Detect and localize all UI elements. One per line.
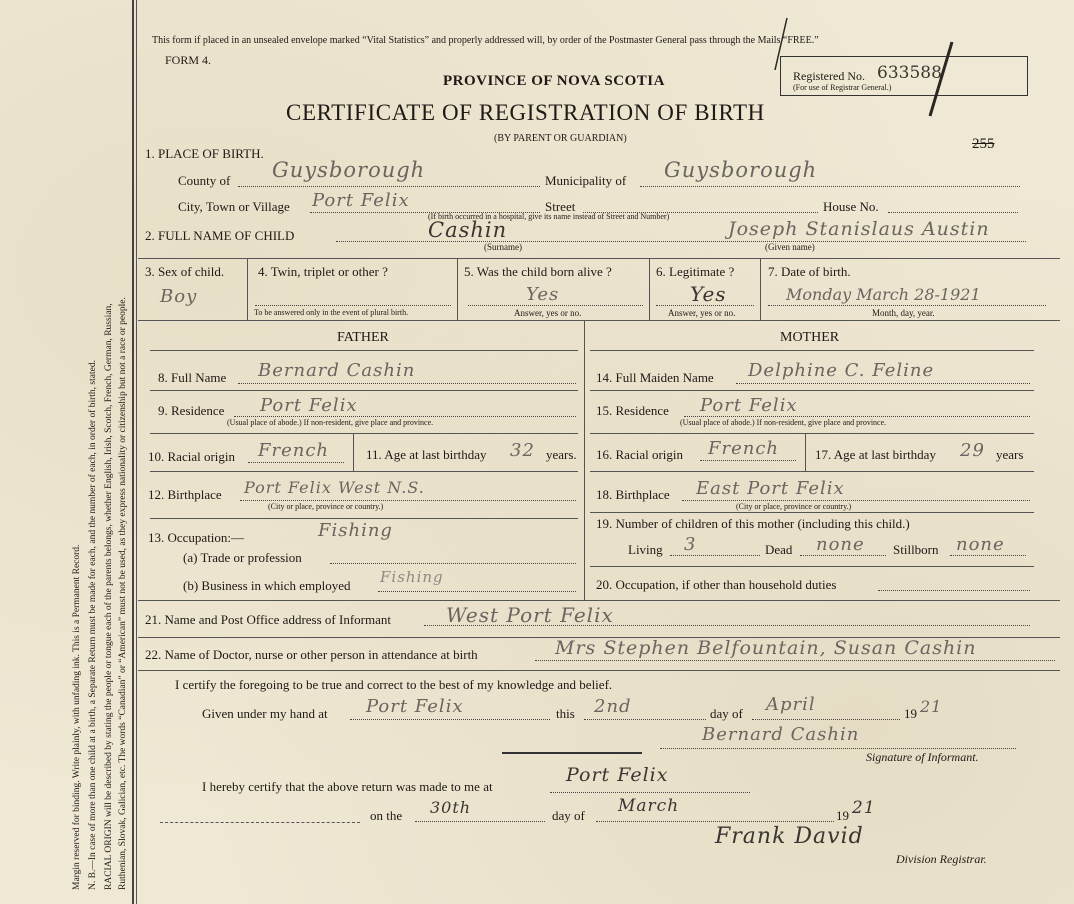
father-name-value: Bernard Cashin: [258, 360, 416, 381]
father-residence-note: (Usual place of abode.) If non-resident, give place and province.: [227, 418, 434, 427]
certify-year-prefix: 19: [904, 706, 917, 721]
mother-race-label: 16. Racial origin: [596, 447, 684, 462]
on-label: on the: [370, 808, 403, 823]
mother-age-label: 17. Age at last birthday: [815, 447, 936, 462]
father-residence-label: 9. Residence: [158, 403, 225, 418]
informant-label: 21. Name and Post Office address of Informant: [145, 612, 391, 627]
father-heading: FATHER: [337, 330, 389, 345]
form-number: FORM 4.: [165, 53, 212, 67]
certify-day: 2nd: [594, 696, 632, 717]
father-name-label: 8. Full Name: [158, 370, 227, 385]
margin-rule-inner: [136, 0, 137, 904]
registered-label: Registered No.: [793, 69, 865, 83]
page-subtitle: (BY PARENT OR GUARDIAN): [494, 133, 627, 144]
registrar-year: 21: [852, 798, 876, 818]
given-label: Given under my hand at: [202, 706, 328, 721]
racial-origin-note: RACIAL ORIGIN will be described by stating the people or tongue each of the parents belongs, whether English, Irish, Scotch, French, German, Russian,: [104, 303, 114, 890]
mother-birthplace-label: 18. Birthplace: [596, 487, 670, 502]
legitimate-note: Answer, yes or no.: [668, 308, 736, 318]
mother-birthplace-value: East Port Felix: [696, 478, 845, 499]
twin-note: N. B.—In case of more than one child at a birth, a Separate Return must be made for each, and the number of each, in order of birth, stated.: [88, 360, 98, 890]
page-title: CERTIFICATE OF REGISTRATION OF BIRTH: [286, 100, 765, 125]
city-value: Port Felix: [312, 190, 410, 211]
sex-label: 3. Sex of child.: [145, 264, 225, 279]
registrar-year-prefix: 19: [836, 808, 849, 823]
father-residence-value: Port Felix: [260, 395, 358, 416]
registrar-place: Port Felix: [566, 764, 669, 786]
racial-origin-note-cont: Ruthenian, Slovak, Galician, etc. The words “Canadian” or “American” must not be used, as they express nationality or citizenship but not a race or people.: [118, 297, 128, 890]
stillborn-value: none: [956, 534, 1005, 555]
registrar-dayof-label: day of: [552, 808, 585, 823]
legitimate-value: Yes: [690, 282, 727, 306]
father-occupation-value: Fishing: [318, 520, 393, 541]
certify-place: Port Felix: [366, 696, 464, 717]
mother-residence-value: Port Felix: [700, 395, 798, 416]
pen-stroke-mark: [900, 40, 960, 120]
father-age-value: 32: [510, 440, 535, 461]
business-value: Fishing: [380, 568, 444, 586]
informant-signature: Bernard Cashin: [702, 724, 860, 745]
father-birthplace-value: Port Felix West N.S.: [244, 478, 425, 497]
municipality-label: Municipality of: [545, 173, 627, 188]
alive-label: 5. Was the child born alive ?: [464, 264, 612, 279]
mother-race-value: French: [708, 438, 780, 459]
county-value: Guysborough: [272, 158, 426, 182]
street-label: Street: [545, 199, 576, 214]
sex-value: Boy: [160, 286, 198, 307]
hospital-note: (If birth occurred in a hospital, give its name instead of Street and Number): [428, 212, 670, 221]
mother-heading: MOTHER: [780, 330, 840, 345]
registrar-signature: Frank David: [715, 824, 864, 849]
mother-residence-note: (Usual place of abode.) If non-resident, give place and province.: [680, 418, 887, 427]
living-value: 3: [684, 534, 697, 555]
house-no-label: House No.: [823, 199, 879, 214]
doctor-label: 22. Name of Doctor, nurse or other person in attendance at birth: [145, 647, 478, 662]
doctor-value: Mrs Stephen Belfountain, Susan Cashin: [555, 637, 977, 659]
pen-stroke-mark-small: [755, 14, 795, 74]
alive-note: Answer, yes or no.: [514, 308, 582, 318]
signature-caption: Signature of Informant.: [866, 750, 979, 764]
child-surname: Cashin: [428, 218, 508, 242]
province-heading: PROVINCE OF NOVA SCOTIA: [443, 73, 665, 89]
top-notice: This form if placed in an unsealed envelope marked “Vital Statistics” and properly addressed will, by order of the Postmaster General pass through the Mails “FREE.”: [152, 35, 819, 46]
father-years: years.: [546, 447, 577, 462]
mother-occupation-label: 20. Occupation, if other than household duties: [596, 577, 837, 592]
certify-text: I certify the foregoing to be true and correct to the best of my knowledge and belief.: [175, 677, 613, 692]
legitimate-label: 6. Legitimate ?: [656, 264, 735, 279]
margin-note: Margin reserved for binding. Write plainly, with unfading ink. This is a Permanent Record.: [72, 544, 82, 890]
given-caption: (Given name): [765, 242, 815, 252]
father-race-label: 10. Racial origin: [148, 449, 236, 464]
father-occupation-label: 13. Occupation:—: [148, 530, 245, 545]
mother-birthplace-note: (City or place, province or country.): [736, 502, 852, 511]
mother-name-value: Delphine C. Feline: [748, 360, 935, 381]
dayof-label: day of: [710, 706, 743, 721]
birth-date-value: Monday March 28-1921: [786, 285, 981, 304]
father-birthplace-label: 12. Birthplace: [148, 487, 222, 502]
father-age-label: 11. Age at last birthday: [366, 447, 487, 462]
dead-value: none: [816, 534, 865, 555]
birth-date-label: 7. Date of birth.: [768, 264, 851, 279]
child-given-name: Joseph Stanislaus Austin: [728, 218, 990, 240]
twin-label: 4. Twin, triplet or other ?: [258, 264, 388, 279]
father-birthplace-note: (City or place, province or country.): [268, 502, 384, 511]
certify-year: 21: [920, 697, 943, 716]
registrar-text: I hereby certify that the above return was made to me at: [202, 779, 493, 794]
mother-years: years: [996, 447, 1024, 462]
business-label: (b) Business in which employed: [183, 578, 351, 593]
alive-value: Yes: [526, 284, 560, 305]
twin-note: To be answered only in the event of plural birth.: [254, 308, 409, 317]
municipality-value: Guysborough: [664, 158, 818, 182]
mother-age-value: 29: [960, 440, 985, 461]
registrar-day: 30th: [430, 798, 472, 817]
stillborn-label: Stillborn: [893, 542, 939, 557]
mother-name-label: 14. Full Maiden Name: [596, 370, 714, 385]
children-label: 19. Number of children of this mother (including this child.): [596, 516, 910, 531]
child-name-label: 2. FULL NAME OF CHILD: [145, 228, 295, 243]
surname-caption: (Surname): [484, 242, 522, 252]
father-race-value: French: [258, 440, 330, 461]
informant-value: West Port Felix: [446, 603, 614, 627]
dead-label: Dead: [765, 542, 793, 557]
living-label: Living: [628, 542, 663, 557]
registrar-month: March: [618, 796, 680, 816]
place-heading: 1. PLACE OF BIRTH.: [145, 146, 264, 161]
this-label: this: [556, 706, 575, 721]
county-label: County of: [178, 173, 231, 188]
certify-month: April: [766, 694, 816, 715]
birth-date-note: Month, day, year.: [872, 308, 935, 318]
registrar-caption: Division Registrar.: [896, 852, 987, 866]
margin-rule: [132, 0, 134, 904]
city-label: City, Town or Village: [178, 199, 290, 214]
registered-number: 633588: [877, 63, 942, 83]
mother-residence-label: 15. Residence: [596, 403, 669, 418]
registered-sub: (For use of Registrar General.): [793, 83, 892, 92]
trade-label: (a) Trade or profession: [183, 550, 302, 565]
corner-mark: 255: [972, 136, 995, 152]
